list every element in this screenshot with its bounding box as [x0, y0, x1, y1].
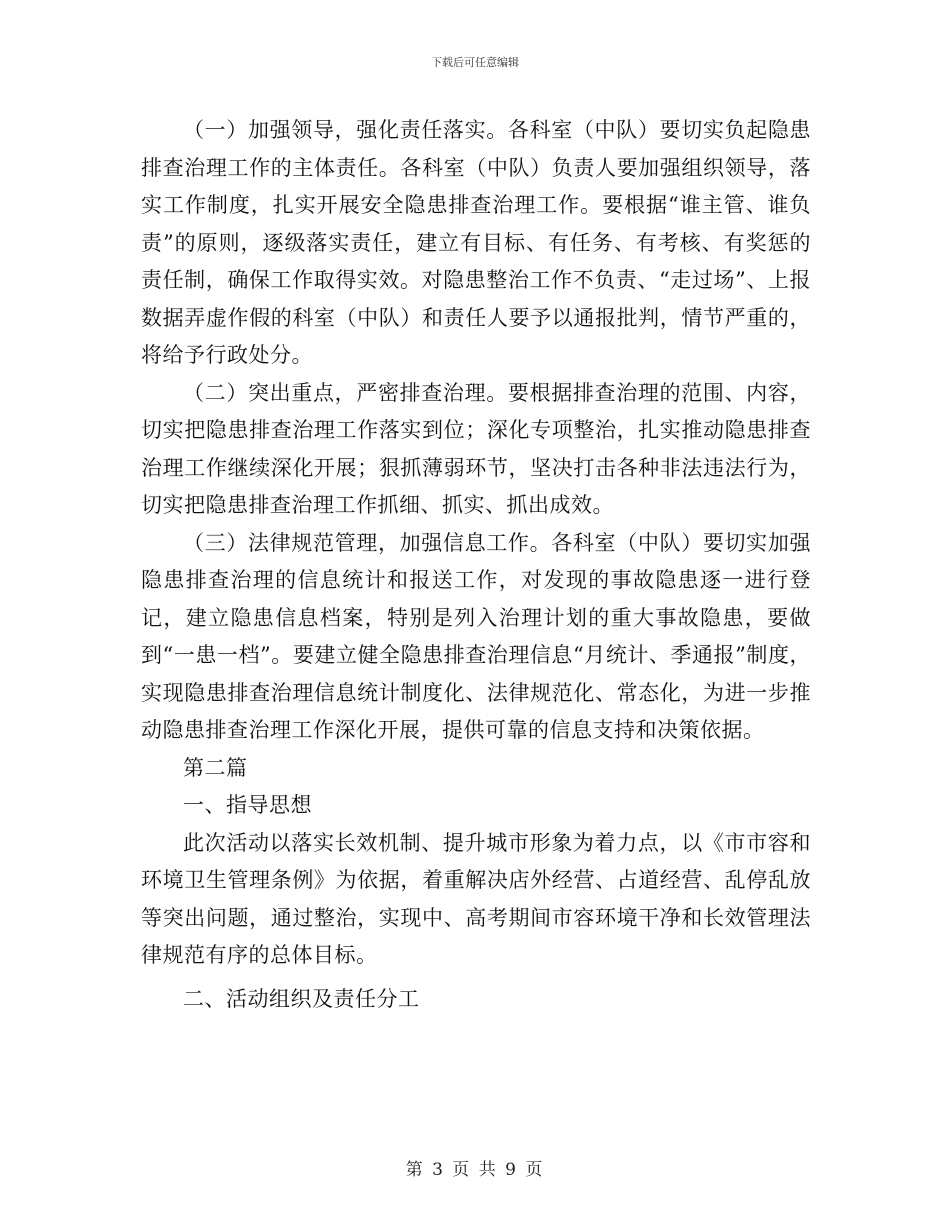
page-header-note: 下载后可任意编辑	[431, 56, 519, 69]
page-number-footer: 第 3 页 共 9 页	[405, 1160, 545, 1180]
section-title-part-two: 第二篇	[183, 755, 248, 780]
heading-guiding-ideology: 一、指导思想	[183, 793, 312, 817]
document-body	[141, 112, 811, 1018]
heading-organization-responsibility: 二、活动组织及责任分工	[183, 986, 420, 1011]
paragraph-guiding-ideology: 此次活动以落实长效机制、提升城市形象为着力点，以《市市容和环境卫生管理条例》为依据，着重解决店外经营、占道经营、乱停乱放等突出问题，通过整治，实现中、高考期间市容环境干净和长效管理法律规范有序的总体目标。	[141, 830, 811, 967]
paragraph-information-work: （三）法律规范管理，加强信息工作。各科室（中队）要切实加强隐患排查治理的信息统计和报送工作，对发现的事故隐患逐一进行登记，建立隐患信息档案，特别是列入治理计划的重大事故隐患，要做到“一患一档”。要建立健全隐患排查治理信息“月统计、季通报”制度，实现隐患排查治理信息统计制度化、法律规范化、常态化，为进一步推动隐患排查治理工作深化开展，提供可靠的信息支持和决策依据。	[141, 530, 811, 742]
paragraph-leadership: （一）加强领导，强化责任落实。各科室（中队）要切实负起隐患排查治理工作的主体责任。各科室（中队）负责人要加强组织领导，落实工作制度，扎实开展安全隐患排查治理工作。要根据“谁主管、谁负责”的原则，逐级落实责任，建立有目标、有任务、有考核、有奖惩的责任制，确保工作取得实效。对隐患整治工作不负责、“走过场”、上报数据弄虚作假的科室（中队）和责任人要予以通报批判，情节严重的，将给予行政处分。	[141, 118, 811, 367]
paragraph-key-points: （二）突出重点，严密排查治理。要根据排查治理的范围、内容，切实把隐患排查治理工作落实到位；深化专项整治，扎实推动隐患排查治理工作继续深化开展；狠抓薄弱环节，坚决打击各种非法违法行为，切实把隐患排查治理工作抓细、抓实、抓出成效。	[141, 380, 811, 517]
